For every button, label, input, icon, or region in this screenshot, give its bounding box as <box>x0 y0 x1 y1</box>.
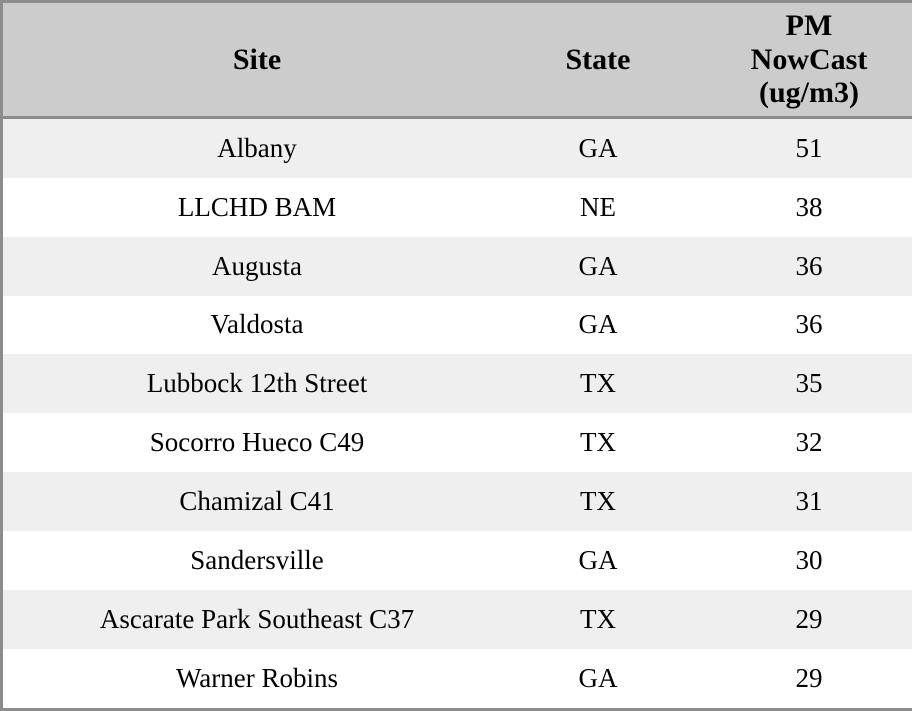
cell-state: NE <box>580 191 616 222</box>
cell-site: Valdosta <box>210 309 304 340</box>
cell-value: 31 <box>795 486 823 517</box>
cell-site: Warner Robins <box>175 662 339 693</box>
cell-site: Albany <box>217 132 297 163</box>
table-row <box>3 237 912 296</box>
cell-site: Ascarate Park Southeast C37 <box>99 604 415 635</box>
cell-value: 29 <box>795 604 823 635</box>
cell-value: 51 <box>795 132 823 163</box>
table-header-row <box>3 3 912 117</box>
table-body <box>3 117 912 708</box>
pm-nowcast-table <box>3 3 912 708</box>
table-row <box>3 178 912 237</box>
table-row <box>3 413 912 472</box>
cell-site: Lubbock 12th Street <box>146 368 368 399</box>
table-row <box>3 649 912 708</box>
cell-site: Sandersville <box>190 545 324 576</box>
table-row <box>3 354 912 413</box>
table-row <box>3 117 912 177</box>
table-row <box>3 531 912 590</box>
cell-site: LLCHD BAM <box>177 191 337 222</box>
table-header <box>3 3 912 117</box>
cell-site: Chamizal C41 <box>179 486 335 517</box>
cell-state: GA <box>578 662 618 693</box>
cell-value: 32 <box>795 427 823 458</box>
column-header-pm-nowcast-line1: PM <box>785 9 833 42</box>
column-header-pm-nowcast-line2: NowCast <box>750 42 868 76</box>
column-header-state <box>511 3 685 117</box>
column-header-site-label: Site <box>232 42 282 76</box>
cell-site: Socorro Hueco C49 <box>149 427 365 458</box>
cell-value: 29 <box>795 662 823 693</box>
cell-state: TX <box>580 427 616 458</box>
table-row <box>3 472 912 531</box>
cell-value: 30 <box>795 545 823 576</box>
column-header-site <box>3 3 511 117</box>
cell-state: GA <box>578 250 618 281</box>
column-header-state-label: State <box>565 42 631 76</box>
cell-value: 36 <box>795 309 823 340</box>
column-header-pm-nowcast-line3: (ug/m3) <box>759 76 859 110</box>
cell-state: TX <box>580 368 616 399</box>
cell-value: 35 <box>795 368 823 399</box>
cell-state: GA <box>578 545 618 576</box>
table-row <box>3 590 912 649</box>
cell-state: GA <box>578 309 618 340</box>
cell-value: 36 <box>795 250 823 281</box>
cell-state: GA <box>578 132 618 163</box>
column-header-pm-nowcast <box>685 3 912 117</box>
cell-state: TX <box>580 604 616 635</box>
cell-state: TX <box>580 486 616 517</box>
cell-value: 38 <box>795 191 823 222</box>
cell-site: Augusta <box>212 250 302 281</box>
table-row <box>3 296 912 355</box>
